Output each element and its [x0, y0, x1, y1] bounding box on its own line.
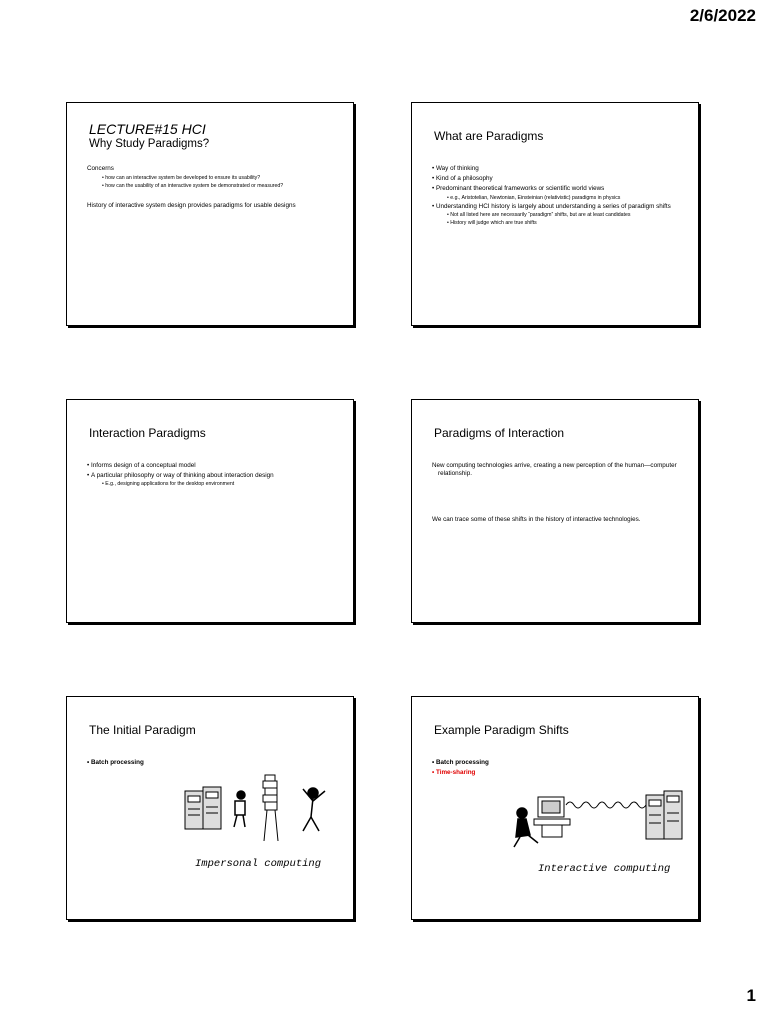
lecture-subtitle: Why Study Paradigms?: [89, 138, 210, 150]
slide-interaction-paradigms: [66, 399, 354, 623]
bullet-item: • Way of thinking: [432, 165, 684, 173]
sub-bullet-item: • Not all listed here are necessarily “paradigm” shifts, but are at least candidates: [432, 212, 684, 219]
paragraph: New computing technologies arrive, creating a new perception of the human—computer relationship.: [432, 462, 677, 478]
slide-body: [87, 462, 339, 489]
slide-title: Interaction Paradigms: [89, 426, 206, 440]
slide-example-paradigm-shifts: [411, 696, 699, 920]
slide-body: [87, 759, 339, 769]
page-number: 1: [746, 986, 756, 1005]
time-sharing-illustration: [510, 785, 690, 855]
sub-bullet-item: • History will judge which are true shifts: [432, 220, 684, 227]
slide-what-are-paradigms: [411, 102, 699, 326]
person-at-terminal-icon: [514, 808, 538, 847]
illustration-caption: Interactive computing: [538, 863, 671, 875]
slide-title: Paradigms of Interaction: [434, 426, 565, 440]
concerns-label: Concerns: [87, 165, 114, 172]
slide-body: [432, 462, 684, 525]
bullet-item: • Understanding HCI history is largely about understanding a series of paradigm shifts: [432, 203, 684, 211]
slide-title-block: [89, 121, 209, 150]
connection-cable-icon: [566, 802, 646, 808]
paper-stack-icon: [263, 775, 278, 841]
bullet-item: • Informs design of a conceptual model: [87, 462, 339, 470]
lecture-title: LECTURE#15 HCI: [89, 121, 206, 137]
mainframe-icon: [646, 791, 682, 839]
slide-paradigms-of-interaction: [411, 399, 699, 623]
batch-processing-illustration: [179, 771, 339, 855]
person-with-cards-icon: [234, 791, 245, 827]
slide-title: What are Paradigms: [434, 129, 544, 143]
concern-item: • how can an interactive system be developed to ensure its usability?: [87, 175, 339, 182]
bullet-item: • A particular philosophy or way of thinking about interaction design: [87, 472, 339, 480]
header-date: 2/6/2022: [689, 6, 756, 25]
bullet-item: • Kind of a philosophy: [432, 175, 684, 183]
slide-title: The Initial Paradigm: [89, 723, 196, 737]
frustrated-person-icon: [303, 788, 325, 831]
bullet-item: • Predominant theoretical frameworks or scientific world views: [432, 185, 684, 193]
bullet-item-highlighted: • Time-sharing: [432, 769, 684, 777]
sub-bullet-item: • E.g., designing applications for the desktop environment: [87, 481, 339, 488]
bullet-item: • Batch processing: [432, 759, 684, 767]
history-text: History of interactive system design provides paradigms for usable designs: [87, 201, 296, 209]
slide-body: [432, 759, 684, 779]
slide-lecture-15-hci: [66, 102, 354, 326]
computer-terminal-icon: [534, 797, 570, 837]
slide-initial-paradigm: [66, 696, 354, 920]
illustration-caption: Impersonal computing: [195, 858, 322, 870]
slide-title: Example Paradigm Shifts: [434, 723, 569, 737]
slide-body: [87, 165, 339, 210]
sub-bullet-item: • e.g., Aristotelian, Newtonian, Einsteinian (relativistic) paradigms in physics: [432, 195, 684, 202]
concern-item: • how can the usability of an interactive system be demonstrated or measured?: [87, 183, 339, 190]
mainframe-icon: [185, 787, 221, 829]
paragraph: We can trace some of these shifts in the history of interactive technologies.: [432, 516, 641, 524]
slide-body: [432, 165, 684, 228]
bullet-item: • Batch processing: [87, 759, 339, 767]
